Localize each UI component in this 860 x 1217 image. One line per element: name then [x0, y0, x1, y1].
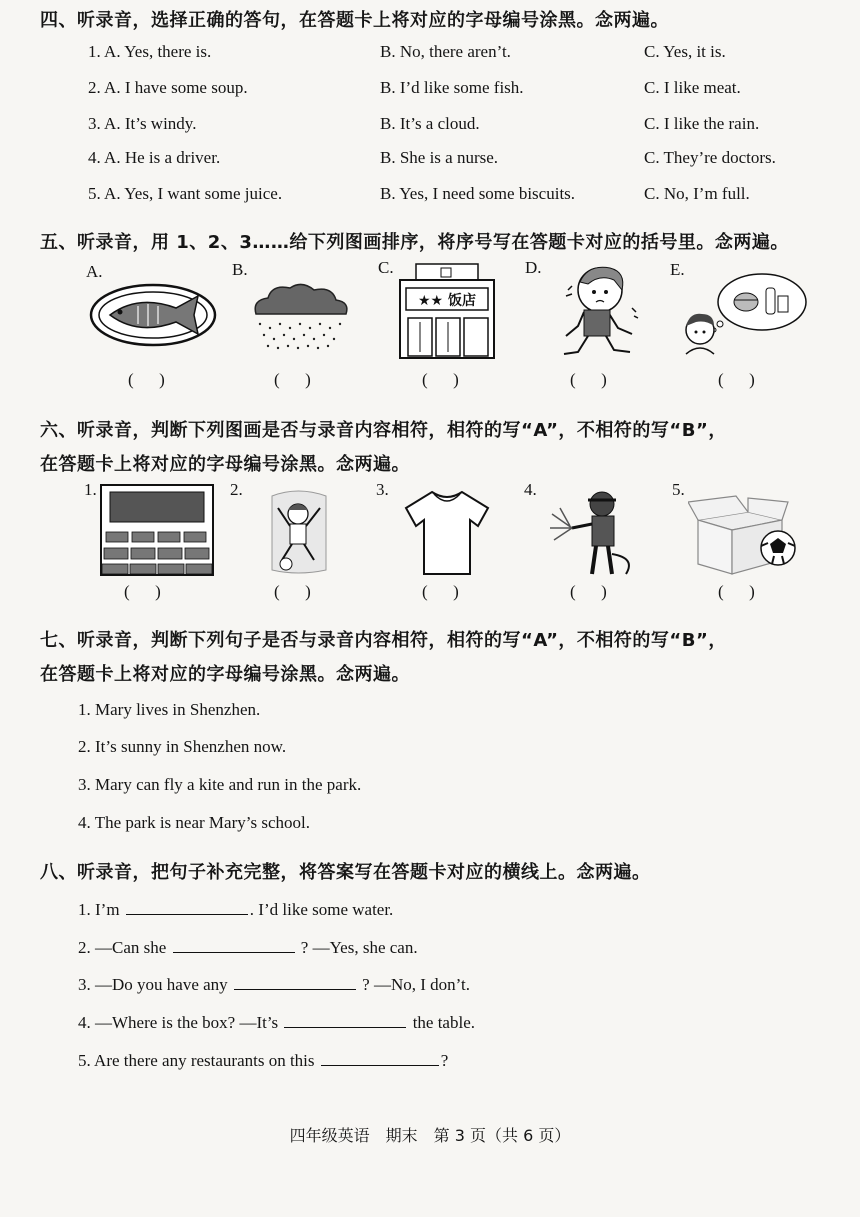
- section6-heading-line2: 在答题卡上将对应的字母编号涂黑。念两遍。: [40, 454, 410, 475]
- answer-blank-4[interactable]: [284, 1011, 406, 1028]
- option-a: 4. A. He is a driver.: [88, 148, 221, 167]
- option-c: C. Yes, it is.: [644, 42, 726, 61]
- option-b: B. I’d like some fish.: [380, 78, 524, 97]
- s6-paren-2: ( ): [274, 582, 311, 601]
- page-footer: 四年级英语 期末 第 3 页（共 6 页）: [289, 1126, 571, 1145]
- option-c: C. I like the rain.: [644, 114, 760, 133]
- s5-paren-d: ( ): [570, 370, 607, 389]
- s8-item-5-after: ?: [440, 1051, 449, 1070]
- option-c: C. They’re doctors.: [644, 148, 776, 167]
- rain-cloud-image: [246, 280, 356, 352]
- option-b: B. No, there aren’t.: [380, 42, 511, 61]
- s6-paren-1: ( ): [124, 582, 161, 601]
- t-shirt-image: [404, 488, 490, 576]
- s5-paren-a: ( ): [128, 370, 165, 389]
- s5-paren-b: ( ): [274, 370, 311, 389]
- option-b: B. She is a nurse.: [380, 148, 499, 167]
- s5-paren-c: ( ): [422, 370, 459, 389]
- answer-blank-3[interactable]: [234, 973, 356, 990]
- pic-label-5: 5.: [672, 480, 685, 499]
- option-a: 5. A. Yes, I want some juice.: [88, 184, 283, 203]
- section5-heading: 五、听录音，用 1、2、3……给下列图画排序，将序号写在答题卡对应的括号里。念两遍。: [40, 232, 789, 253]
- s7-sentence-3: 3. Mary can fly a kite and run in the park.: [78, 775, 362, 794]
- option-b: B. Yes, I need some biscuits.: [380, 184, 576, 203]
- boy-thinking-food-image: [682, 272, 808, 356]
- s7-sentence-2: 2. It’s sunny in Shenzhen now.: [78, 737, 287, 756]
- s8-item-4-after: the table.: [412, 1013, 475, 1032]
- s4-question-1: [0, 42, 860, 68]
- s6-paren-3: ( ): [422, 582, 459, 601]
- s8-item-4: [78, 1011, 475, 1033]
- s8-item-1-before: 1. I’m: [78, 900, 120, 919]
- pic-label-d: D.: [525, 258, 542, 277]
- fish-plate-image: [88, 282, 218, 348]
- s6-paren-4: ( ): [570, 582, 607, 601]
- s8-item-2: [78, 936, 418, 958]
- option-a: 3. A. It’s windy.: [88, 114, 197, 133]
- pic-label-3: 3.: [376, 480, 389, 499]
- option-b: B. It’s a cloud.: [380, 114, 480, 133]
- s8-item-4-before: 4. —Where is the box? —It’s: [78, 1013, 279, 1032]
- pic-label-e: E.: [670, 260, 685, 279]
- s8-item-3-before: 3. —Do you have any: [78, 975, 228, 994]
- option-a: 1. A. Yes, there is.: [88, 42, 212, 61]
- answer-blank-5[interactable]: [321, 1049, 439, 1066]
- jumping-child-image: [268, 486, 330, 576]
- pic-label-b: B.: [232, 260, 248, 279]
- pic-label-1: 1.: [84, 480, 97, 499]
- section4-heading: 四、听录音，选择正确的答句，在答题卡上将对应的字母编号涂黑。念两遍。: [40, 10, 669, 31]
- option-a: 2. A. I have some soup.: [88, 78, 248, 97]
- pic-label-4: 4.: [524, 480, 537, 499]
- s4-question-5: [0, 184, 860, 210]
- restaurant-image: [396, 262, 498, 360]
- s8-item-3-after: ? —No, I don’t.: [362, 975, 470, 994]
- box-and-ball-image: [688, 494, 800, 578]
- answer-blank-1[interactable]: [126, 898, 248, 915]
- s4-question-2: [0, 78, 860, 104]
- s8-item-3: [78, 973, 470, 995]
- s6-paren-5: ( ): [718, 582, 755, 601]
- classroom-image: [100, 484, 214, 576]
- restaurant-sign: ★★ 饭店: [418, 293, 476, 309]
- section7-heading-line1: 七、听录音，判断下列句子是否与录音内容相符，相符的写“A”，不相符的写“B”，: [40, 630, 727, 651]
- s5-paren-e: ( ): [718, 370, 755, 389]
- s8-item-1: [78, 898, 393, 920]
- s7-sentence-4: 4. The park is near Mary’s school.: [78, 813, 310, 832]
- option-c: C. No, I’m full.: [644, 184, 750, 203]
- section8-heading: 八、听录音，把句子补充完整，将答案写在答题卡对应的横线上。念两遍。: [40, 862, 651, 883]
- s8-item-2-before: 2. —Can she: [78, 938, 167, 957]
- pic-label-c: C.: [378, 258, 394, 277]
- s8-item-5: [78, 1049, 448, 1071]
- answer-blank-2[interactable]: [173, 936, 295, 953]
- pic-label-2: 2.: [230, 480, 243, 499]
- pic-label-a: A.: [86, 262, 103, 281]
- s8-item-1-after: . I’d like some water.: [249, 900, 394, 919]
- section7-heading-line2: 在答题卡上将对应的字母编号涂黑。念两遍。: [40, 664, 410, 685]
- s8-item-5-before: 5. Are there any restaurants on this: [78, 1051, 315, 1070]
- s4-question-3: [0, 114, 860, 140]
- firefighter-image: [546, 484, 638, 578]
- s8-item-2-after: ? —Yes, she can.: [300, 938, 418, 957]
- section6-heading-line1: 六、听录音，判断下列图画是否与录音内容相符，相符的写“A”，不相符的写“B”，: [40, 420, 727, 441]
- s7-sentence-1: 1. Mary lives in Shenzhen.: [78, 700, 261, 719]
- s4-question-4: [0, 148, 860, 174]
- option-c: C. I like meat.: [644, 78, 741, 97]
- sick-girl-image: [548, 262, 644, 358]
